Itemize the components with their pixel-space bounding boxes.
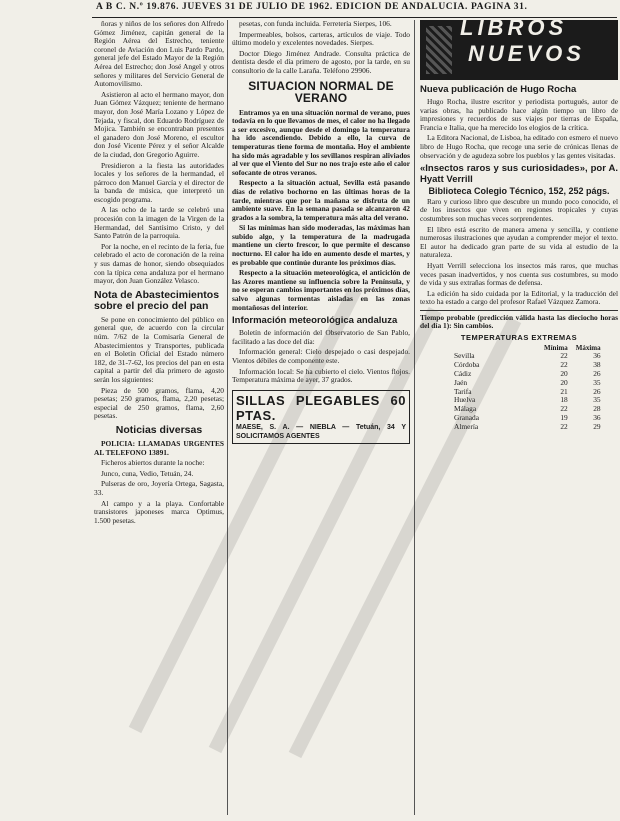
col3-paragraph-3: Raro y curioso libro que descubre un mundo poco conocido, el de los insectos que viven en regiones tropicales y cuyas costumbres son muchas veces sorprendentes.: [420, 196, 618, 223]
page-header: A B C. N.º 19.876. JUEVES 31 DE JULIO DE 1962. EDICION DE ANDALUCIA. PAGINA 31.: [96, 2, 528, 12]
col2-paragraph-8: Boletín de información del Observatorio de San Pablo, facilitado a las doce del día:: [232, 328, 410, 346]
col2-paragraph-1: pesetas, con funda incluida. Ferretería Sierpes, 106.: [239, 20, 392, 28]
city-name: Jaén: [454, 377, 468, 387]
temperatures-table: [450, 344, 605, 432]
section-divider: [420, 310, 618, 311]
max-temp: 26: [593, 369, 601, 379]
column-1: [94, 20, 224, 817]
col2-paragraph-4: Entramos ya en una situación normal de verano, pues todavía en lo que llevamos de mes, el calor no ha llegado a ser excesivo, aunque desde el domingo la temperatura ha ido ascendiendo. Debido a ello, la curva de temperaturas tiene forma de montaña. Hoy el ambiente ha sido más agradable y los sevillanos respiran aliviados al ver que el Viento del Sur no nos trajo este año el calor sofocante de otros veranos.: [232, 107, 410, 177]
col1-paragraph-3: Presidieron a la fiesta las autoridades locales y los señores de la hermandad, el párroco don Manuel García y el director de la banda de música, que interpretó un escogido programa.: [94, 160, 224, 204]
col1-paragraph-11: Pulseras de oro, Joyería Ortega, Sagasta, 33.: [94, 479, 224, 497]
city-name: Sevilla: [454, 351, 475, 361]
max-temp: 36: [593, 413, 601, 423]
city-name: Cádiz: [454, 369, 472, 379]
col2-paragraph-9: Información general: Cielo despejado o casi despejado. Vientos débiles de componente este.: [232, 347, 410, 365]
min-temp: 18: [560, 395, 568, 405]
col3-paragraph-1: Hugo Rocha, ilustre escritor y periodista portugués, autor de varias obras, ha publicado hace algún tiempo un libro de impresiones y recuerdos de sus viajes por tierras de España, Francia e Italia, que ha merecido los elogios de la crítica.: [420, 97, 618, 132]
max-temp: 38: [593, 360, 601, 370]
col2-paragraph-6: Si las mínimas han sido moderadas, las máximas han subido algo, y la temperatura de la madrugada mantiene un cierto frescor, lo que permite el descanso nocturno. El calor ha ido en aumento desde el martes, y es probable que continúe durante los próximos días.: [232, 223, 410, 267]
summer-situation-headline: SITUACION NORMAL DE VERANO: [248, 78, 394, 105]
various-news-headline: Noticias diversas: [115, 423, 203, 436]
forecast-text: Tiempo probable (predicción válida hasta las dieciocho horas del día 1): Sin cambios.: [420, 312, 618, 331]
bread-price-headline: Nota de Abastecimientos sobre el precio del pan: [94, 288, 220, 312]
ad-title: SILLAS PLEGABLES 60 PTAS.: [236, 392, 406, 423]
min-temp: 22: [560, 404, 568, 414]
city-name: Almería: [454, 421, 479, 431]
banner-pattern: [426, 26, 452, 74]
max-temp: 29: [593, 421, 601, 431]
city-name: Granada: [454, 413, 480, 423]
col2-paragraph-7: Respecto a la situación meteorológica, el anticiclón de las Azores mantiene su influencia sobre la Península, y no se esperan cambios importantes en los próximos días, salvo algunas tormentas aisladas en las zonas montañosas del interior.: [232, 268, 410, 312]
city-name: Málaga: [454, 404, 477, 414]
folding-chairs-ad: [232, 390, 410, 444]
ad-text: MAESE, S. A. — NIEBLA — Tetuán, 34 Y SOLICITAMOS AGENTES: [236, 423, 406, 440]
col1-paragraph-10: Junco, cuna, Vedio, Tetuán, 24.: [101, 468, 194, 478]
max-temp: 36: [593, 351, 601, 361]
weather-info-headline: Información meteorológica andaluza: [232, 315, 398, 327]
table-row: [450, 370, 605, 379]
table-row: [450, 423, 605, 432]
col3-paragraph-5: Hyatt Verrill selecciona los insectos más raros, que muchas veces pasan inadvertidos, y nos cuenta sus costumbres, su modo de vida y sus extrañas formas de defensa.: [420, 260, 618, 288]
hugo-rocha-headline: Nueva publicación de Hugo Rocha: [420, 84, 577, 95]
city-name: Tarifa: [454, 386, 472, 396]
column-rule-2: [414, 20, 415, 815]
temperatures-title: TEMPERATURAS EXTREMAS: [460, 333, 578, 343]
header-rule: [92, 17, 617, 18]
min-temp: 21: [560, 386, 568, 396]
banner-line-1: LIBROS: [460, 20, 568, 40]
city-name: Huelva: [454, 395, 476, 405]
max-temp: 26: [593, 386, 601, 396]
col3-paragraph-6: La edición ha sido cuidada por la Editorial, y la traducción del texto ha estado a cargo del profesor Rafael Vázquez Zamora.: [420, 288, 618, 307]
col1-paragraph-7: Pieza de 500 gramos, flama, 4,20 pesetas; 250 gramos, flama, 2,20 pesetas; especial de 250 gramos, flama, 2,60 pesetas.: [94, 385, 224, 421]
new-books-banner: [420, 20, 618, 80]
column-3: [420, 20, 618, 817]
col2-paragraph-5: Respecto a la situación actual, Sevilla está pasando días de relativo bochorno en las últimas horas de la tarde, mientras que por la mañana se disfruta de un ambiente suave. En la semana pasada se alcanzaron 42 grados a la sombra, la temperatura más alta del verano.: [232, 178, 410, 222]
col1-paragraph-12: Al campo y a la playa. Confortable transistores japoneses marca Optimus, 1.500 pesetas.: [94, 498, 224, 525]
min-temp: 22: [560, 351, 568, 361]
column-2: [232, 20, 410, 817]
city-name: Córdoba: [454, 360, 480, 370]
min-temp: 19: [560, 413, 568, 423]
col2-paragraph-2: Impermeables, bolsos, carteras, artículos de viaje. Todo último modelo y excelentes novedades. Sierpes.: [232, 29, 410, 48]
insects-book-headline: «Insectos raros y sus curiosidades», por A. Hyatt Verrill: [420, 163, 618, 186]
col1-paragraph-2: Asistieron al acto el hermano mayor, don Juan Gómez Vázquez; teniente de hermano mayor, don José María Lozano y López de Tejada, y fiscal, don Eduardo Rodríguez de Mojica. También se encontraban presentes el ganadero don José Moreno, el escultor don José Vicente Pérez y el señor Alcalde de la ciudad, don Gregorio Aguirre.: [94, 89, 224, 159]
max-temp: 35: [593, 377, 601, 387]
col1-paragraph-8: POLICIA: LLAMADAS URGENTES AL TELEFONO 13891.: [94, 438, 224, 457]
min-temp: 20: [560, 369, 568, 379]
max-temp: 28: [593, 404, 601, 414]
col3-paragraph-4: El libro está escrito de manera amena y sencilla, y contiene numerosas ilustraciones que ayudan a comprender mejor el texto. El autor ha dedicado gran parte de su vida al estudio de la naturaleza.: [420, 224, 618, 260]
max-temp: 35: [593, 395, 601, 405]
col1-paragraph-6: Se pone en conocimiento del público en general que, de acuerdo con la circular núm. 7/62 de la Comisaría General de Abastecimientos y Transportes, publicada en el Boletín Oficial del Estado número 182, de 31-7-62, los precios del pan en esta capital a partir del día primero de agosto serán los siguientes:: [94, 314, 224, 384]
table-row: [450, 361, 605, 370]
banner-line-2: NUEVOS: [468, 41, 585, 66]
temperatures-header-max: Máxima: [575, 343, 601, 352]
col2-paragraph-3: Doctor Diego Jiménez Andrade. Consulta práctica de dentista desde el día primero de agosto, por la tarde, en su consultorio de la calle Laraña. Teléfono 29906.: [232, 48, 410, 75]
column-rule-1: [227, 20, 228, 815]
insects-book-publisher: Biblioteca Colegio Técnico, 152, 252 págs.: [428, 186, 610, 197]
table-row: [450, 379, 605, 388]
col2-paragraph-10: Información local: Se ha cubierto el cielo. Vientos flojos. Temperatura máxima de ayer, 37 grados.: [232, 366, 410, 385]
min-temp: 22: [560, 421, 568, 431]
col1-paragraph-9: Ficheros abiertos durante la noche:: [101, 458, 205, 468]
col1-paragraph-1: ñoras y niños de los señores don Alfredo Gómez Jiménez, capitán general de la Región Aérea del Estrecho, teniente coronel de Aviación don Luis Pardo Pardo, general jefe del Estado Mayor de la Región Aérea del Estrecho; don José Angel y otros señores y militares del Servicio General de Automovilismo.: [94, 20, 224, 89]
forecast-block: [420, 314, 618, 331]
col1-paragraph-4: A las ocho de la tarde se celebró una procesión con la imagen de la Virgen de la Hermandad, del Santísimo Cristo, y del Santo Patrón de la parroquia.: [94, 205, 224, 241]
temperatures-header-min: Mínima: [544, 343, 568, 352]
col1-paragraph-5: Por la noche, en el recinto de la feria, fue celebrado el acto de coronación de la reina y sus damas de honor, siendo obsequiados con la típica cena andaluza por el hermano mayor, don Juan González Velasco.: [94, 241, 224, 286]
min-temp: 22: [560, 360, 568, 370]
min-temp: 20: [560, 377, 568, 387]
col3-paragraph-2: La Editora Nacional, de Lisboa, ha editado con esmero el nuevo libro de Hugo Rocha, que recoge una serie de crónicas llenas de observación y de agudeza sobre los pueblos y las gentes visitadas.: [420, 133, 618, 160]
